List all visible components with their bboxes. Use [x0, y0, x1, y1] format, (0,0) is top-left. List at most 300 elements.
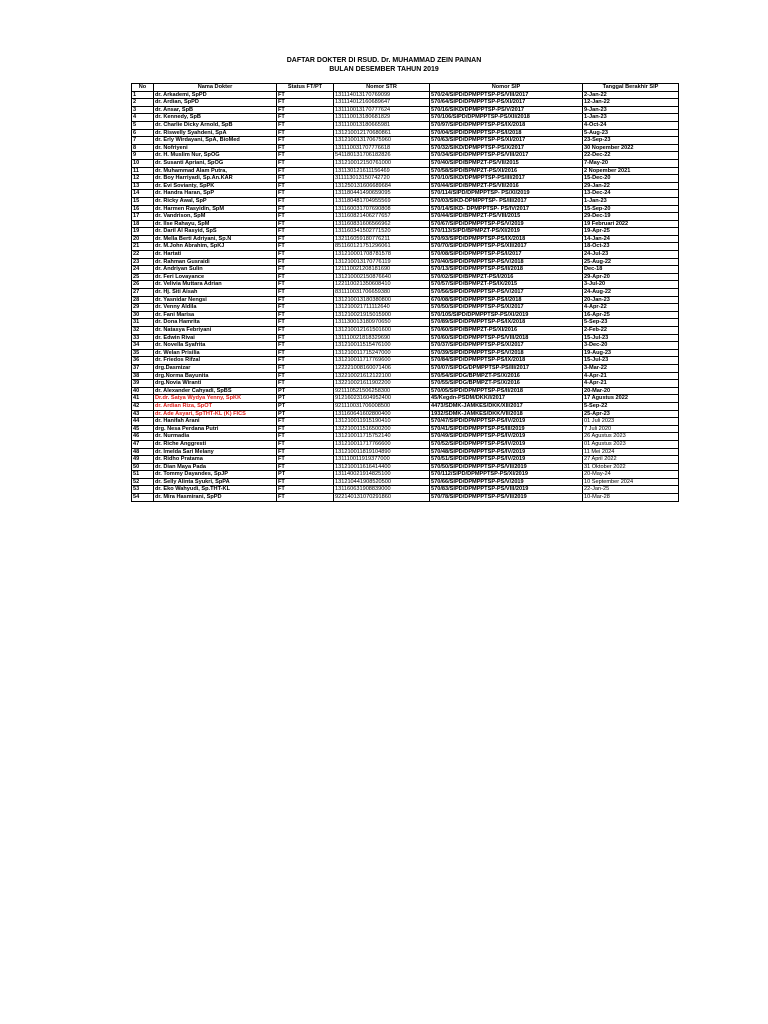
- table-row: [132, 440, 679, 448]
- cell-name: dr. Natasya Febriyani: [154, 327, 277, 335]
- cell-name: dr. Kennedy, SpB: [154, 114, 277, 122]
- cell-tanggal: 7-May-20: [583, 159, 679, 167]
- cell-no: 43: [132, 410, 154, 418]
- cell-str: 131180481704955569: [334, 197, 430, 205]
- cell-sip: 570/16/SIKD/DPMPPTSP-PS/V/2017: [430, 106, 583, 114]
- cell-status: FT: [277, 258, 334, 266]
- cell-status: FT: [277, 319, 334, 327]
- cell-no: 38: [132, 372, 154, 380]
- cell-no: 33: [132, 334, 154, 342]
- cell-sip: 570/89/SIPD/DPMPPTSP-PS/IX/2018: [430, 319, 583, 327]
- cell-sip: 570/106/SIPD/DPMPPTSP-PS/XII/2018: [430, 114, 583, 122]
- cell-str: 922140131070291860: [334, 494, 430, 502]
- cell-no: 40: [132, 387, 154, 395]
- cell-sip: 570/44/SIPD/BPMPZT-PS/VIII/2015: [430, 213, 583, 221]
- table-row: [132, 387, 679, 395]
- cell-name: dr. Ilse Rahayu, SpM: [154, 220, 277, 228]
- cell-name: Dr.dr. Satya Wydya Yenny, SpKK: [154, 395, 277, 403]
- cell-status: FT: [277, 433, 334, 441]
- cell-tanggal: 25-Aug-22: [583, 258, 679, 266]
- cell-name: dr. Hartati: [154, 251, 277, 259]
- cell-tanggal: 20-May-24: [583, 471, 679, 479]
- table-row: [132, 106, 679, 114]
- cell-name: dr. Dona Hamrita: [154, 319, 277, 327]
- cell-str: 131160031707690808: [334, 205, 430, 213]
- cell-sip: 570/78/SIPD/DPMPPTSP-PS/VII/2019: [430, 494, 583, 502]
- cell-sip: 570/40/SIPD/DPMPPTSP-PS/V/2018: [430, 258, 583, 266]
- cell-sip: 570/07/SIPDG/DPMPPTSP-PS/III/2017: [430, 364, 583, 372]
- cell-name: drg. Nesa Perdana Putri: [154, 425, 277, 433]
- cell-tanggal: 26 Agustus 2023: [583, 433, 679, 441]
- table-row: [132, 410, 679, 418]
- cell-tanggal: 15-Jul-23: [583, 357, 679, 365]
- cell-sip: 570/50/SIPD/DPMPPTSP-PS/VII/2019: [430, 463, 583, 471]
- cell-str: 131110013170777624: [334, 106, 430, 114]
- cell-sip: 45/Kegdn-PSDM/DKK/I/2017: [430, 395, 583, 403]
- cell-str: 131210001708781578: [334, 251, 430, 259]
- cell-status: FT: [277, 213, 334, 221]
- cell-name: dr. Riche Anggresti: [154, 440, 277, 448]
- cell-sip: 570/13/SIPD/DPMPPTSP-PS/II/2018: [430, 266, 583, 274]
- cell-tanggal: 17 Agustus 2022: [583, 395, 679, 403]
- cell-name: dr. Ridho Pratama: [154, 456, 277, 464]
- cell-str: 541180131706182826: [334, 152, 430, 160]
- table-row: [132, 448, 679, 456]
- cell-status: FT: [277, 99, 334, 107]
- cell-no: 4: [132, 114, 154, 122]
- cell-str: 131210002150876640: [334, 273, 430, 281]
- cell-tanggal: 29-Jan-22: [583, 182, 679, 190]
- cell-sip: 570/70/SIPD/DPMPPTSP-PS/XII/2017: [430, 243, 583, 251]
- doctor-table: [131, 83, 679, 502]
- cell-tanggal: 7 Juli 2020: [583, 425, 679, 433]
- cell-tanggal: 14-Jan-24: [583, 235, 679, 243]
- table-row: [132, 372, 679, 380]
- table-row: [132, 311, 679, 319]
- cell-sip: 570/51/SIPD/DPMPPTSP-PS/IV/2019: [430, 456, 583, 464]
- cell-status: FT: [277, 266, 334, 274]
- cell-tanggal: 15-Dec-20: [583, 175, 679, 183]
- cell-status: FT: [277, 440, 334, 448]
- cell-name: dr. Boy Harriyadi, Sp.An.KAR: [154, 175, 277, 183]
- cell-name: dr. Handra Haran, SpP: [154, 190, 277, 198]
- cell-no: 18: [132, 220, 154, 228]
- cell-tanggal: 4-Apr-21: [583, 372, 679, 380]
- cell-name: dr. Welan Prisilia: [154, 349, 277, 357]
- cell-str: 131160821406277657: [334, 213, 430, 221]
- cell-str: 131210011717766600: [334, 440, 430, 448]
- cell-sip: 570/60/SIPD/BPMPZT-PS/XI/2016: [430, 327, 583, 335]
- table-row: [132, 425, 679, 433]
- cell-sip: 570/34/SIPD/DPMPPTSP-PS/VIII/2017: [430, 152, 583, 160]
- cell-str: 131110011919377000: [334, 456, 430, 464]
- cell-tanggal: 11 Mei 2024: [583, 448, 679, 456]
- cell-no: 54: [132, 494, 154, 502]
- cell-str: 131210013170675960: [334, 137, 430, 145]
- table-row: [132, 114, 679, 122]
- cell-status: FT: [277, 296, 334, 304]
- cell-str: 311113013150742720: [334, 175, 430, 183]
- cell-str: 131160641602800400: [334, 410, 430, 418]
- cell-name: dr. Susanti Apriani, SpOG: [154, 159, 277, 167]
- cell-name: dr. Novella Syafrita: [154, 342, 277, 350]
- cell-str: 131110031707776618: [334, 144, 430, 152]
- cell-name: dr. Erly Wirdayani, SpA, BioMed: [154, 137, 277, 145]
- cell-status: FT: [277, 364, 334, 372]
- cell-name: dr. Ardian, SpPD: [154, 99, 277, 107]
- cell-no: 32: [132, 327, 154, 335]
- cell-no: 1: [132, 91, 154, 99]
- cell-str: 131210011515476100: [334, 342, 430, 350]
- cell-no: 9: [132, 152, 154, 160]
- cell-str: 131130121611156469: [334, 167, 430, 175]
- cell-tanggal: 30 Nopember 2022: [583, 144, 679, 152]
- cell-no: 39: [132, 380, 154, 388]
- cell-name: dr. Hanifah Arani: [154, 418, 277, 426]
- cell-name: dr. Andriyan Sulin: [154, 266, 277, 274]
- cell-name: dr. Venny Aldila: [154, 304, 277, 312]
- cell-str: 131210012170680861: [334, 129, 430, 137]
- cell-tanggal: 23-Sep-23: [583, 137, 679, 145]
- cell-str: 122221008160071406: [334, 364, 430, 372]
- cell-status: FT: [277, 478, 334, 486]
- cell-status: FT: [277, 182, 334, 190]
- cell-name: dr. Ricky Awal, SpP: [154, 197, 277, 205]
- cell-name: dr. Selly Alinta Syukri, SpPA: [154, 478, 277, 486]
- cell-str: 132210011516500200: [334, 425, 430, 433]
- cell-sip: 570/08/SIPD/DPMPPTSP-PS/I/2017: [430, 251, 583, 259]
- cell-tanggal: 4-Oct-24: [583, 121, 679, 129]
- cell-status: FT: [277, 380, 334, 388]
- cell-name: dr. Imelda Sari Melany: [154, 448, 277, 456]
- table-row: [132, 395, 679, 403]
- cell-no: 2: [132, 99, 154, 107]
- cell-sip: 570/52/SIPD/DPMPPTSP-PS/IV/2019: [430, 440, 583, 448]
- cell-tanggal: 5-Sep-22: [583, 402, 679, 410]
- cell-no: 52: [132, 478, 154, 486]
- table-row: [132, 182, 679, 190]
- cell-tanggal: 10 September 2024: [583, 478, 679, 486]
- cell-tanggal: 15-Jul-23: [583, 334, 679, 342]
- cell-sip: 570/10/SIKD/DPMPPTSP-PS/III/2017: [430, 175, 583, 183]
- cell-tanggal: 4-Apr-21: [583, 380, 679, 388]
- table-row: [132, 273, 679, 281]
- cell-no: 23: [132, 258, 154, 266]
- cell-name: dr. H. Muslim Nur, SpOG: [154, 152, 277, 160]
- cell-name: dr. Riswelly Syahdeni, SpA: [154, 129, 277, 137]
- cell-status: FT: [277, 334, 334, 342]
- cell-sip: 570/84/SIPD/DPMPPTSP-PS/IX/2018: [430, 357, 583, 365]
- cell-no: 44: [132, 418, 154, 426]
- cell-tanggal: 31 Oktober 2022: [583, 463, 679, 471]
- table-body: [132, 91, 679, 501]
- cell-name: dr. Yasnidar Nengsi: [154, 296, 277, 304]
- cell-name: drg.Novia Wiranti: [154, 380, 277, 388]
- cell-status: FT: [277, 372, 334, 380]
- cell-str: 131210013180380800: [334, 296, 430, 304]
- cell-status: FT: [277, 114, 334, 122]
- cell-tanggal: Dec-18: [583, 266, 679, 274]
- cell-sip: 570/63/SIPD/DPMPPTSP-PS/XI/2017: [430, 137, 583, 145]
- table-row: [132, 494, 679, 502]
- cell-no: 22: [132, 251, 154, 259]
- cell-tanggal: 13-Dec-24: [583, 190, 679, 198]
- cell-tanggal: 19 Februari 2022: [583, 220, 679, 228]
- cell-tanggal: 2 Nopember 2021: [583, 167, 679, 175]
- table-row: [132, 357, 679, 365]
- cell-no: 36: [132, 357, 154, 365]
- cell-no: 24: [132, 266, 154, 274]
- cell-tanggal: 29-Dec-19: [583, 213, 679, 221]
- cell-sip: 570/97/SIPD/DPMPPTSP-PS/IX/2018: [430, 121, 583, 129]
- cell-no: 41: [132, 395, 154, 403]
- cell-str: 132210021612122100: [334, 372, 430, 380]
- cell-status: FT: [277, 205, 334, 213]
- cell-str: 131210011616414400: [334, 463, 430, 471]
- cell-no: 10: [132, 159, 154, 167]
- cell-name: dr. Edwin Rivai: [154, 334, 277, 342]
- cell-status: FT: [277, 456, 334, 464]
- table-row: [132, 342, 679, 350]
- header-nomor-str: Nomor STR: [334, 84, 430, 92]
- cell-no: 6: [132, 129, 154, 137]
- cell-sip: 4473/SDMK-JAMKES/DKK/XII/2017: [430, 402, 583, 410]
- cell-status: PT: [277, 410, 334, 418]
- cell-name: dr. Mella Berti Adriyani, Sp.N: [154, 235, 277, 243]
- cell-no: 31: [132, 319, 154, 327]
- cell-no: 51: [132, 471, 154, 479]
- cell-str: 131180441490659095: [334, 190, 430, 198]
- cell-status: FT: [277, 228, 334, 236]
- cell-status: FT: [277, 243, 334, 251]
- cell-str: 121110021208181690: [334, 266, 430, 274]
- cell-name: dr. Alexander Cahyadi, SpBS: [154, 387, 277, 395]
- cell-tanggal: 5-Aug-23: [583, 129, 679, 137]
- cell-sip: 570/39/SIPD/DPMPPTSP-PS/V/2018: [430, 349, 583, 357]
- cell-sip: 570/14/SIKD- DPMPPTSP- PS/IV/2017: [430, 205, 583, 213]
- cell-status: PT: [277, 395, 334, 403]
- cell-no: 16: [132, 205, 154, 213]
- cell-tanggal: 19-Aug-23: [583, 349, 679, 357]
- cell-no: 25: [132, 273, 154, 281]
- cell-status: FT: [277, 342, 334, 350]
- cell-no: 53: [132, 486, 154, 494]
- cell-str: 921110521506258300: [334, 387, 430, 395]
- cell-str: 131110013180681829: [334, 114, 430, 122]
- cell-name: dr. Ade Asyari, SpTHT-KL (K) FICS: [154, 410, 277, 418]
- cell-no: 50: [132, 463, 154, 471]
- cell-sip: 570/48/SIPD/DPMPPTSP-PS/IV/2019: [430, 448, 583, 456]
- cell-no: 15: [132, 197, 154, 205]
- cell-no: 30: [132, 311, 154, 319]
- cell-tanggal: 2-Feb-22: [583, 327, 679, 335]
- table-row: [132, 418, 679, 426]
- header-nomor-sip: Nomor SIP: [430, 84, 583, 92]
- cell-name: drg.Dasmizar: [154, 364, 277, 372]
- table-row: [132, 402, 679, 410]
- cell-str: 131210012161501600: [334, 327, 430, 335]
- cell-tanggal: 5-Sep-23: [583, 319, 679, 327]
- cell-name: dr. Feri Lovayance: [154, 273, 277, 281]
- table-row: [132, 197, 679, 205]
- cell-sip: 570/44/SIPD/BPMPZT-PS/VII/2016: [430, 182, 583, 190]
- table-row: [132, 327, 679, 335]
- table-row: [132, 304, 679, 312]
- table-row: [132, 175, 679, 183]
- cell-tanggal: 3-Mar-22: [583, 364, 679, 372]
- cell-name: dr. Harmen Rasyidin, SpM: [154, 205, 277, 213]
- cell-name: dr. Ardian Riza, SpOT: [154, 402, 277, 410]
- header-tanggal-berakhir: Tanggal Berakhir SIP: [583, 84, 679, 92]
- cell-no: 29: [132, 304, 154, 312]
- cell-str: 131210013170776119: [334, 258, 430, 266]
- table-row: [132, 129, 679, 137]
- cell-sip: 570/112/SIPD/DPMPPTSP-PS/XI/2019: [430, 471, 583, 479]
- cell-sip: 570/105/SIPD/DPMPPTSP-PS/XI/2019: [430, 311, 583, 319]
- cell-status: FT: [277, 106, 334, 114]
- cell-sip: 570/02/SIPD/BPMPZT-PS/I/2016: [430, 273, 583, 281]
- cell-name: dr. Friedos Rifzal: [154, 357, 277, 365]
- table-row: [132, 251, 679, 259]
- cell-str: 131140021914825100: [334, 471, 430, 479]
- table-row: [132, 281, 679, 289]
- table-row: [132, 159, 679, 167]
- cell-status: FT: [277, 448, 334, 456]
- cell-no: 21: [132, 243, 154, 251]
- cell-no: 5: [132, 121, 154, 129]
- cell-sip: 670/08/SIPD/DPMPPTSP-PS/I/2018: [430, 296, 583, 304]
- cell-no: 42: [132, 402, 154, 410]
- cell-name: dr. Hj. Siti Aisah: [154, 289, 277, 297]
- cell-tanggal: 25-Apr-23: [583, 410, 679, 418]
- cell-status: FT: [277, 121, 334, 129]
- cell-str: 131250131606689684: [334, 182, 430, 190]
- cell-status: FT: [277, 311, 334, 319]
- cell-status: FT: [277, 281, 334, 289]
- cell-str: 132116059180776211: [334, 235, 430, 243]
- cell-tanggal: 20-Mar-20: [583, 387, 679, 395]
- table-row: [132, 433, 679, 441]
- cell-no: 46: [132, 433, 154, 441]
- table-row: [132, 91, 679, 99]
- cell-status: FT: [277, 486, 334, 494]
- cell-tanggal: 27 April 2022: [583, 456, 679, 464]
- cell-tanggal: 18-Oct-23: [583, 243, 679, 251]
- cell-str: 131210012150761000: [334, 159, 430, 167]
- cell-sip: 570/05/SIPD/DPMPPTSP-PS/II/2018: [430, 387, 583, 395]
- cell-str: 831110031706659380: [334, 289, 430, 297]
- cell-no: 37: [132, 364, 154, 372]
- cell-status: FT: [277, 425, 334, 433]
- cell-status: FT: [277, 463, 334, 471]
- cell-str: 131110021818329690: [334, 334, 430, 342]
- cell-name: dr. Daril Al Rasyid, SpS: [154, 228, 277, 236]
- cell-name: dr. M.John Abrahim, SpKJ: [154, 243, 277, 251]
- cell-str: 921110031706008500: [334, 402, 430, 410]
- cell-no: 28: [132, 296, 154, 304]
- cell-str: 131114012160689647: [334, 99, 430, 107]
- cell-name: dr. Velivia Muttara Adrian: [154, 281, 277, 289]
- cell-status: FT: [277, 289, 334, 297]
- cell-status: FT: [277, 304, 334, 312]
- cell-no: 7: [132, 137, 154, 145]
- table-row: [132, 228, 679, 236]
- table-row: [132, 190, 679, 198]
- cell-status: FT: [277, 167, 334, 175]
- cell-tanggal: 29-Apr-20: [583, 273, 679, 281]
- cell-no: 47: [132, 440, 154, 448]
- cell-status: FT: [277, 152, 334, 160]
- cell-sip: 570/37/SIPD/DPMPPTSP-PS/X/2017: [430, 342, 583, 350]
- cell-status: FT: [277, 235, 334, 243]
- cell-name: dr. Muhammad Alam Putra,: [154, 167, 277, 175]
- cell-str: 131210011819104890: [334, 448, 430, 456]
- cell-sip: 570/04/SIPD/DPMPPTSP-PS/I/2018: [430, 129, 583, 137]
- header-status: Status FT/PT: [277, 84, 334, 92]
- cell-str: 131210021711112640: [334, 304, 430, 312]
- cell-tanggal: 24-Aug-22: [583, 289, 679, 297]
- cell-sip: 570/40/SIPD/BPMPZT-PS/VII/2015: [430, 159, 583, 167]
- table-row: [132, 380, 679, 388]
- cell-name: dr. Tommy Dayandes, SpJP: [154, 471, 277, 479]
- table-row: [132, 319, 679, 327]
- cell-sip: 570/64/SIPD/DPMPPTSP-PS/XI/2017: [430, 99, 583, 107]
- cell-sip: 1932/SDMK-JAMKES/DKK/VII/2018: [430, 410, 583, 418]
- cell-str: 131160831606566962: [334, 220, 430, 228]
- cell-sip: 570/83/SIPD/DPMPPTSP-PS/VIII/2019: [430, 486, 583, 494]
- cell-sip: 570/93/SIPD/DPMPPTSP-PS/IX/2018: [430, 235, 583, 243]
- cell-str: 131210011717769600: [334, 357, 430, 365]
- cell-tanggal: 10-Mar-28: [583, 494, 679, 502]
- cell-sip: 570/58/SIPD/BPMPZT-PS/XI/2016: [430, 167, 583, 175]
- cell-no: 17: [132, 213, 154, 221]
- table-row: [132, 334, 679, 342]
- table-row: [132, 266, 679, 274]
- table-row: [132, 486, 679, 494]
- cell-tanggal: 2-Jan-22: [583, 91, 679, 99]
- cell-no: 26: [132, 281, 154, 289]
- cell-tanggal: 3-Jul-20: [583, 281, 679, 289]
- cell-tanggal: 1-Jan-23: [583, 114, 679, 122]
- cell-status: PT: [277, 387, 334, 395]
- cell-status: FT: [277, 190, 334, 198]
- cell-name: dr. Arkademi, SpPD: [154, 91, 277, 99]
- cell-sip: 570/55/SIPDG/BPMPZT-PS/X/2016: [430, 380, 583, 388]
- cell-name: dr. Dian Maya Pada: [154, 463, 277, 471]
- cell-str: 131160341502771520: [334, 228, 430, 236]
- cell-name: dr. Nurmadia: [154, 433, 277, 441]
- cell-status: FT: [277, 197, 334, 205]
- document-subtitle: BULAN DESEMBER TAHUN 2019: [329, 66, 439, 73]
- cell-sip: 570/56/SIPD/DPMPPTSP-PS/V/2017: [430, 289, 583, 297]
- cell-status: PT: [277, 402, 334, 410]
- cell-str: 131110013180665981: [334, 121, 430, 129]
- cell-str: 131210011715247000: [334, 349, 430, 357]
- cell-str: 131210011915190410: [334, 418, 430, 426]
- cell-sip: 570/32/SIKD/DPMPPTSP-PS/X/2017: [430, 144, 583, 152]
- cell-no: 49: [132, 456, 154, 464]
- cell-status: FT: [277, 91, 334, 99]
- table-row: [132, 205, 679, 213]
- cell-no: 11: [132, 167, 154, 175]
- cell-str: 131114013170769099: [334, 91, 430, 99]
- cell-no: 3: [132, 106, 154, 114]
- cell-str: 851160121751296061: [334, 243, 430, 251]
- cell-str: 131210441908520500: [334, 478, 430, 486]
- header-no: No: [132, 84, 154, 92]
- cell-status: PT: [277, 471, 334, 479]
- cell-str: 122110021350608410: [334, 281, 430, 289]
